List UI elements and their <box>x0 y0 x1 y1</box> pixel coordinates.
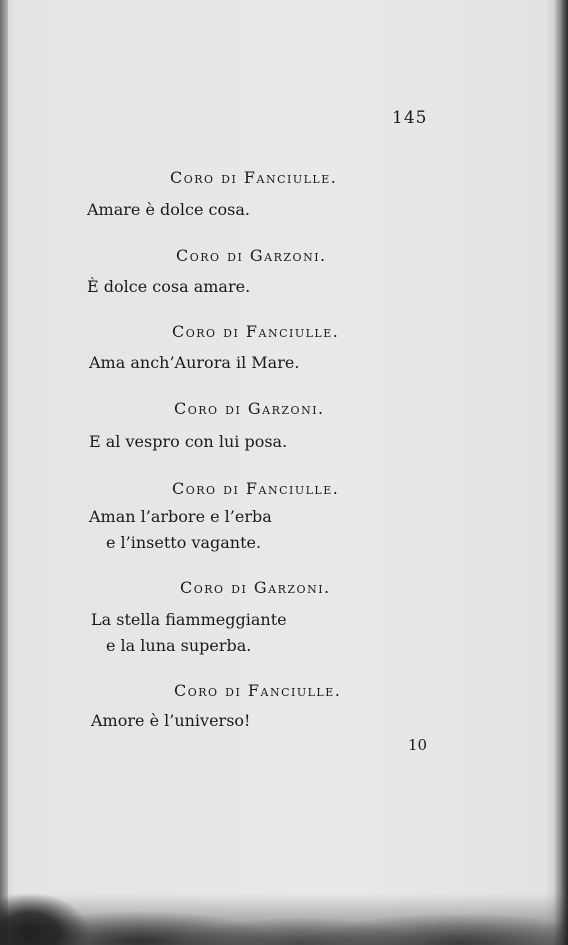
speaker-heading-6: Coro di Garzoni. <box>180 578 331 597</box>
speaker-heading-7: Coro di Fanciulle. <box>174 681 342 700</box>
verse-line-5: Aman l’arbore e l’erba <box>89 507 272 526</box>
speaker-heading-5: Coro di Fanciulle. <box>172 479 340 498</box>
speaker-heading-2: Coro di Garzoni. <box>176 246 327 265</box>
speaker-heading-1: Coro di Fanciulle. <box>170 168 338 187</box>
verse-line-2: È dolce cosa amare. <box>87 277 251 296</box>
verse-line-6: e l’insetto vagante. <box>106 533 262 552</box>
verse-line-9: Amore è l’universo! <box>91 711 251 730</box>
verse-line-3: Ama anch’Aurora il Mare. <box>89 353 300 372</box>
verse-line-4: E al vespro con lui posa. <box>89 432 288 451</box>
verse-line-1: Amare è dolce cosa. <box>87 200 250 219</box>
signature-mark: 10 <box>408 736 428 754</box>
verse-line-8: e la luna superba. <box>106 636 252 655</box>
bottom-stain <box>0 893 568 945</box>
page-left-edge <box>0 0 8 945</box>
verse-line-7: La stella fiammeggiante <box>91 610 287 629</box>
speaker-heading-4: Coro di Garzoni. <box>174 399 325 418</box>
page-right-edge <box>554 0 568 945</box>
page-number: 145 <box>392 108 428 128</box>
speaker-heading-3: Coro di Fanciulle. <box>172 322 340 341</box>
